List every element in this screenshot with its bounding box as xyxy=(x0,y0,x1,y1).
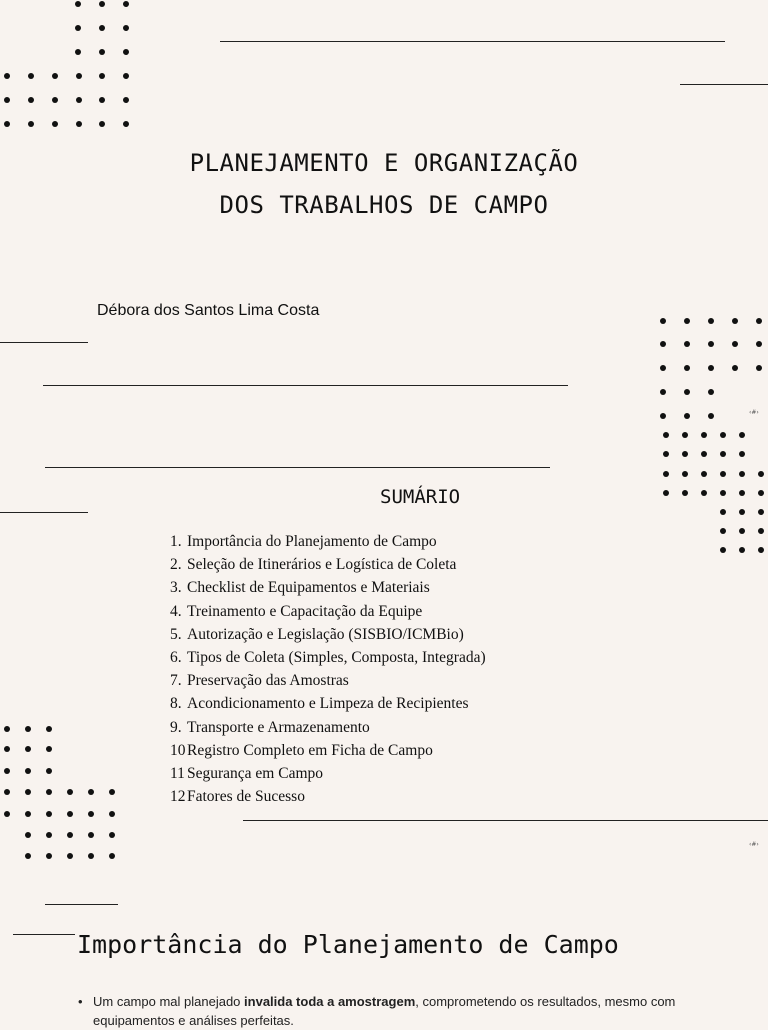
decorative-dot xyxy=(75,25,81,31)
decorative-dot xyxy=(739,547,745,553)
decorative-dot xyxy=(684,365,690,371)
decorative-dot xyxy=(99,121,105,127)
decorative-dot xyxy=(684,341,690,347)
decorative-dot xyxy=(4,768,10,774)
decorative-dot xyxy=(88,789,94,795)
decorative-dot xyxy=(708,365,714,371)
decorative-dot xyxy=(25,853,31,859)
decorative-dot xyxy=(663,451,669,457)
decorative-dot xyxy=(25,746,31,752)
decorative-dot xyxy=(28,73,34,79)
decorative-dot xyxy=(67,832,73,838)
decorative-dot xyxy=(720,547,726,553)
decorative-dot xyxy=(76,73,82,79)
decorative-dot xyxy=(756,341,762,347)
decorative-dot xyxy=(660,389,666,395)
decorative-dot xyxy=(4,97,10,103)
bullet-item xyxy=(78,992,698,1030)
decorative-line xyxy=(43,385,568,386)
decorative-dot xyxy=(660,341,666,347)
decorative-line xyxy=(45,467,550,468)
decorative-line xyxy=(0,342,88,343)
toc-item xyxy=(170,623,486,646)
decorative-dot xyxy=(684,413,690,419)
decorative-dot xyxy=(99,73,105,79)
toc-text: Autorização e Legislação (SISBIO/ICMBio) xyxy=(187,625,464,643)
decorative-dot xyxy=(720,451,726,457)
decorative-dot xyxy=(720,432,726,438)
decorative-dot xyxy=(109,811,115,817)
decorative-dot xyxy=(708,341,714,347)
toc-item xyxy=(170,600,486,623)
bullet-text-bold: invalida toda a amostragem xyxy=(244,994,416,1009)
decorative-dot xyxy=(99,25,105,31)
decorative-dot xyxy=(708,318,714,324)
toc-number: 7. xyxy=(170,672,182,690)
decorative-line xyxy=(0,512,88,513)
toc-number: 4. xyxy=(170,602,182,620)
decorative-dot xyxy=(109,789,115,795)
toc-item xyxy=(170,646,486,669)
title-line-2: DOS TRABALHOS DE CAMPO xyxy=(219,191,549,219)
toc-number: 9. xyxy=(170,718,182,736)
decorative-dot xyxy=(99,49,105,55)
bullet-text-post: , comprometendo os resultados, mesmo com equipamentos e análises perfeitas. xyxy=(93,994,676,1028)
decorative-dot xyxy=(701,471,707,477)
decorative-dot xyxy=(758,528,764,534)
decorative-dot xyxy=(46,726,52,732)
decorative-dot xyxy=(758,509,764,515)
decorative-dot xyxy=(663,490,669,496)
decorative-dot xyxy=(708,389,714,395)
decorative-dot xyxy=(123,97,129,103)
decorative-dot xyxy=(123,25,129,31)
summary-heading: SUMÁRIO xyxy=(380,486,461,508)
decorative-dot xyxy=(739,451,745,457)
decorative-dot xyxy=(25,811,31,817)
decorative-dot xyxy=(67,853,73,859)
decorative-dot xyxy=(123,49,129,55)
decorative-dot xyxy=(720,490,726,496)
decorative-dot xyxy=(660,365,666,371)
decorative-dot xyxy=(756,365,762,371)
decorative-dot xyxy=(4,121,10,127)
toc-number: 10 xyxy=(170,741,186,759)
section-title: Importância do Planejamento de Campo xyxy=(77,930,619,959)
toc-text: Checklist de Equipamentos e Materiais xyxy=(187,579,430,597)
decorative-dot xyxy=(76,121,82,127)
decorative-dot xyxy=(88,811,94,817)
decorative-dot xyxy=(109,832,115,838)
toc-text: Preservação das Amostras xyxy=(187,672,349,690)
decorative-dot xyxy=(25,832,31,838)
decorative-dot xyxy=(739,432,745,438)
toc-number: 11 xyxy=(170,765,185,783)
decorative-line xyxy=(243,820,768,821)
toc-text: Registro Completo em Ficha de Campo xyxy=(187,741,433,759)
decorative-dot xyxy=(682,471,688,477)
decorative-dot xyxy=(660,413,666,419)
toc-text: Acondicionamento e Limpeza de Recipientes xyxy=(187,695,469,713)
table-of-contents xyxy=(170,530,486,808)
toc-number: 5. xyxy=(170,625,182,643)
decorative-dot xyxy=(732,341,738,347)
document-title xyxy=(0,142,768,226)
decorative-dot xyxy=(739,471,745,477)
decorative-dot xyxy=(25,726,31,732)
decorative-dot xyxy=(52,121,58,127)
bullet-text-pre: Um campo mal planejado xyxy=(93,994,245,1009)
decorative-dot xyxy=(25,768,31,774)
toc-text: Tipos de Coleta (Simples, Composta, Integrada) xyxy=(187,649,486,667)
decorative-dot xyxy=(67,811,73,817)
decorative-dot xyxy=(4,73,10,79)
decorative-dot xyxy=(739,509,745,515)
page-number-placeholder: ‹#› xyxy=(749,841,759,848)
decorative-line xyxy=(220,41,725,42)
decorative-dot xyxy=(123,73,129,79)
author-name: Débora dos Santos Lima Costa xyxy=(97,302,320,319)
toc-number: 2. xyxy=(170,556,182,574)
toc-text: Segurança em Campo xyxy=(187,765,324,783)
decorative-dot xyxy=(46,789,52,795)
decorative-dot xyxy=(682,490,688,496)
toc-item xyxy=(170,716,486,739)
title-line-1: PLANEJAMENTO E ORGANIZAÇÃO xyxy=(189,149,579,177)
decorative-dot xyxy=(75,49,81,55)
decorative-dot xyxy=(28,97,34,103)
decorative-dot xyxy=(46,768,52,774)
decorative-line xyxy=(45,904,118,905)
toc-item xyxy=(170,576,486,599)
toc-number: 8. xyxy=(170,695,182,713)
toc-text: Transporte e Armazenamento xyxy=(187,718,370,736)
decorative-dot xyxy=(663,471,669,477)
decorative-dot xyxy=(88,853,94,859)
decorative-dot xyxy=(28,121,34,127)
toc-item xyxy=(170,669,486,692)
decorative-dot xyxy=(123,121,129,127)
decorative-line xyxy=(680,84,768,85)
toc-number: 12 xyxy=(170,788,186,806)
decorative-dot xyxy=(4,726,10,732)
decorative-dot xyxy=(720,528,726,534)
decorative-dot xyxy=(701,432,707,438)
decorative-dot xyxy=(99,1,105,7)
decorative-dot xyxy=(109,853,115,859)
decorative-dot xyxy=(684,318,690,324)
decorative-dot xyxy=(99,97,105,103)
bullet-text xyxy=(78,992,698,1030)
decorative-dot xyxy=(701,490,707,496)
decorative-dot xyxy=(52,73,58,79)
decorative-dot xyxy=(4,746,10,752)
decorative-dot xyxy=(46,853,52,859)
decorative-dot xyxy=(701,451,707,457)
decorative-dot xyxy=(732,318,738,324)
decorative-dot xyxy=(682,451,688,457)
decorative-line xyxy=(13,934,75,935)
decorative-dot xyxy=(76,97,82,103)
toc-number: 3. xyxy=(170,579,182,597)
decorative-dot xyxy=(46,811,52,817)
decorative-dot xyxy=(720,471,726,477)
toc-item xyxy=(170,739,486,762)
decorative-dot xyxy=(660,318,666,324)
decorative-dot xyxy=(756,318,762,324)
decorative-dot xyxy=(123,1,129,7)
toc-item xyxy=(170,530,486,553)
decorative-dot xyxy=(4,811,10,817)
decorative-dot xyxy=(758,471,764,477)
decorative-dot xyxy=(732,365,738,371)
decorative-dot xyxy=(75,1,81,7)
toc-text: Seleção de Itinerários e Logística de Coleta xyxy=(187,556,457,574)
decorative-dot xyxy=(720,509,726,515)
decorative-dot xyxy=(682,432,688,438)
decorative-dot xyxy=(684,389,690,395)
toc-item xyxy=(170,762,486,785)
toc-item xyxy=(170,692,486,715)
decorative-dot xyxy=(758,547,764,553)
decorative-dot xyxy=(46,746,52,752)
decorative-dot xyxy=(758,490,764,496)
decorative-dot xyxy=(739,490,745,496)
decorative-dot xyxy=(663,432,669,438)
decorative-dot xyxy=(52,97,58,103)
toc-number: 6. xyxy=(170,649,182,667)
decorative-dot xyxy=(739,528,745,534)
toc-item xyxy=(170,785,486,808)
toc-text: Fatores de Sucesso xyxy=(187,788,305,806)
decorative-dot xyxy=(708,413,714,419)
toc-number: 1. xyxy=(170,533,182,550)
toc-item xyxy=(170,553,486,576)
decorative-dot xyxy=(25,789,31,795)
toc-text: Treinamento e Capacitação da Equipe xyxy=(187,602,423,620)
decorative-dot xyxy=(67,789,73,795)
page-number-placeholder: ‹#› xyxy=(749,409,759,416)
toc-text: Importância do Planejamento de Campo xyxy=(187,533,437,550)
decorative-dot xyxy=(46,832,52,838)
decorative-dot xyxy=(88,832,94,838)
decorative-dot xyxy=(4,789,10,795)
